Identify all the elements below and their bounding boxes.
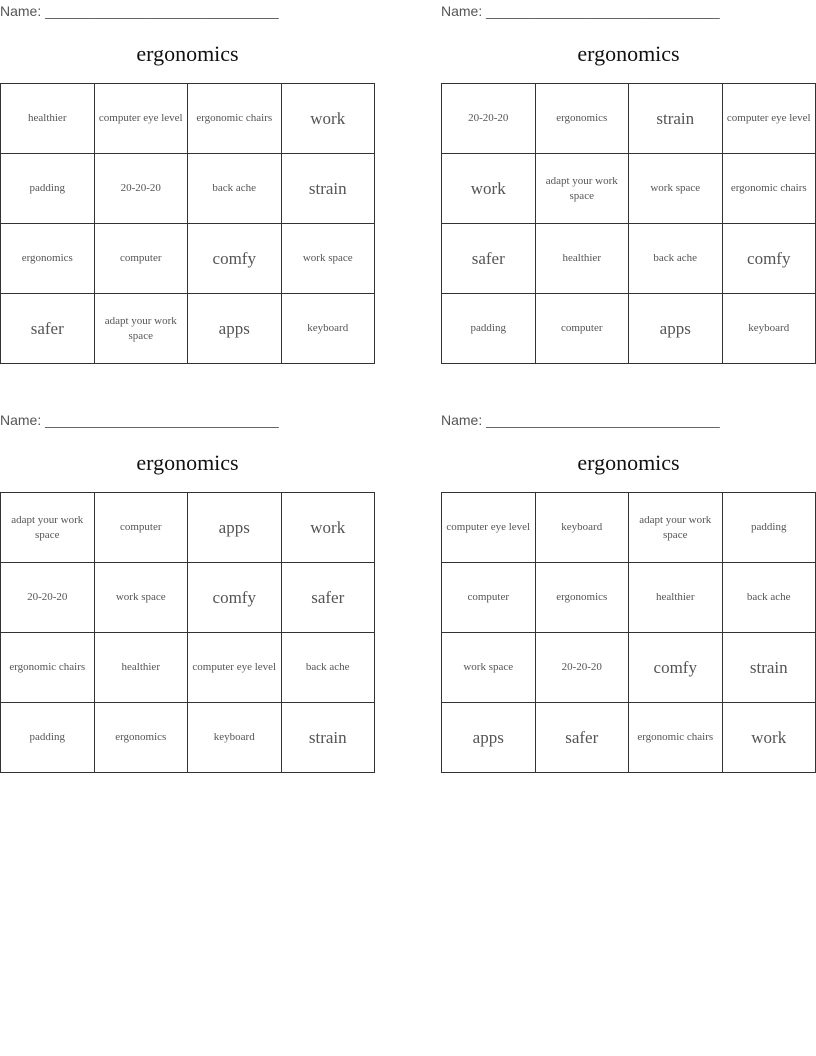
grid-cell: work (442, 154, 536, 224)
card-title: ergonomics (577, 450, 680, 475)
grid-cell: comfy (188, 224, 282, 294)
bingo-grid (0, 83, 375, 364)
grid-cell: work space (442, 633, 536, 703)
name-field-label: Name: ______________________________ (441, 3, 720, 19)
grid-cell: work (281, 84, 375, 154)
grid-cell: comfy (188, 563, 282, 633)
grid-cell: padding (442, 294, 536, 364)
grid-cell: adapt your work space (629, 493, 723, 563)
grid-cell: ergonomic chairs (629, 703, 723, 773)
grid-row (1, 294, 375, 364)
card-title: ergonomics (577, 41, 680, 66)
grid-cell: healthier (1, 84, 95, 154)
grid-cell: ergonomics (94, 703, 188, 773)
bingo-grid (0, 492, 375, 773)
card-title: ergonomics (136, 41, 239, 66)
bingo-card (0, 409, 375, 747)
bingo-card (441, 0, 816, 338)
grid-cell: healthier (535, 224, 629, 294)
grid-cell: 20-20-20 (1, 563, 95, 633)
grid-row (442, 294, 816, 364)
grid-cell: adapt your work space (1, 493, 95, 563)
grid-cell: back ache (722, 563, 816, 633)
grid-row (442, 703, 816, 773)
grid-row (442, 563, 816, 633)
bingo-grid (441, 83, 816, 364)
grid-row (1, 84, 375, 154)
grid-cell: back ache (281, 633, 375, 703)
grid-cell: computer (94, 224, 188, 294)
grid-cell: keyboard (722, 294, 816, 364)
grid-cell: computer (535, 294, 629, 364)
grid-cell: adapt your work space (535, 154, 629, 224)
grid-row (1, 224, 375, 294)
grid-cell: apps (629, 294, 723, 364)
grid-cell: ergonomics (535, 84, 629, 154)
grid-row (442, 154, 816, 224)
grid-cell: safer (442, 224, 536, 294)
grid-cell: apps (188, 294, 282, 364)
grid-cell: 20-20-20 (535, 633, 629, 703)
grid-cell: back ache (629, 224, 723, 294)
grid-cell: strain (629, 84, 723, 154)
grid-row (1, 154, 375, 224)
grid-cell: keyboard (188, 703, 282, 773)
grid-cell: 20-20-20 (94, 154, 188, 224)
grid-cell: computer (442, 563, 536, 633)
grid-cell: strain (281, 154, 375, 224)
grid-cell: healthier (629, 563, 723, 633)
grid-cell: padding (722, 493, 816, 563)
grid-cell: adapt your work space (94, 294, 188, 364)
grid-cell: 20-20-20 (442, 84, 536, 154)
grid-cell: computer (94, 493, 188, 563)
grid-row (1, 563, 375, 633)
grid-cell: strain (722, 633, 816, 703)
name-field-label: Name: ______________________________ (441, 412, 720, 428)
name-field-label: Name: ______________________________ (0, 3, 279, 19)
grid-cell: computer eye level (442, 493, 536, 563)
grid-cell: work space (281, 224, 375, 294)
bingo-card (0, 0, 375, 342)
grid-cell: safer (281, 563, 375, 633)
grid-cell: apps (188, 493, 282, 563)
grid-cell: ergonomics (1, 224, 95, 294)
bingo-card (441, 409, 816, 747)
grid-cell: computer eye level (722, 84, 816, 154)
grid-cell: computer eye level (94, 84, 188, 154)
bingo-grid (441, 492, 816, 773)
grid-row (442, 493, 816, 563)
grid-row (1, 703, 375, 773)
grid-cell: safer (535, 703, 629, 773)
grid-cell: apps (442, 703, 536, 773)
grid-cell: safer (1, 294, 95, 364)
grid-cell: ergonomics (535, 563, 629, 633)
grid-cell: healthier (94, 633, 188, 703)
grid-cell: padding (1, 703, 95, 773)
grid-cell: computer eye level (188, 633, 282, 703)
grid-cell: work (722, 703, 816, 773)
grid-row (442, 84, 816, 154)
grid-cell: ergonomic chairs (722, 154, 816, 224)
grid-cell: comfy (629, 633, 723, 703)
grid-cell: keyboard (281, 294, 375, 364)
grid-cell: padding (1, 154, 95, 224)
grid-row (442, 633, 816, 703)
grid-cell: strain (281, 703, 375, 773)
grid-cell: back ache (188, 154, 282, 224)
grid-row (442, 224, 816, 294)
grid-cell: keyboard (535, 493, 629, 563)
grid-cell: comfy (722, 224, 816, 294)
grid-cell: work space (94, 563, 188, 633)
grid-cell: ergonomic chairs (188, 84, 282, 154)
grid-cell: work (281, 493, 375, 563)
card-title: ergonomics (136, 450, 239, 475)
grid-row (1, 633, 375, 703)
grid-row (1, 493, 375, 563)
grid-cell: ergonomic chairs (1, 633, 95, 703)
name-field-label: Name: ______________________________ (0, 412, 279, 428)
grid-cell: work space (629, 154, 723, 224)
